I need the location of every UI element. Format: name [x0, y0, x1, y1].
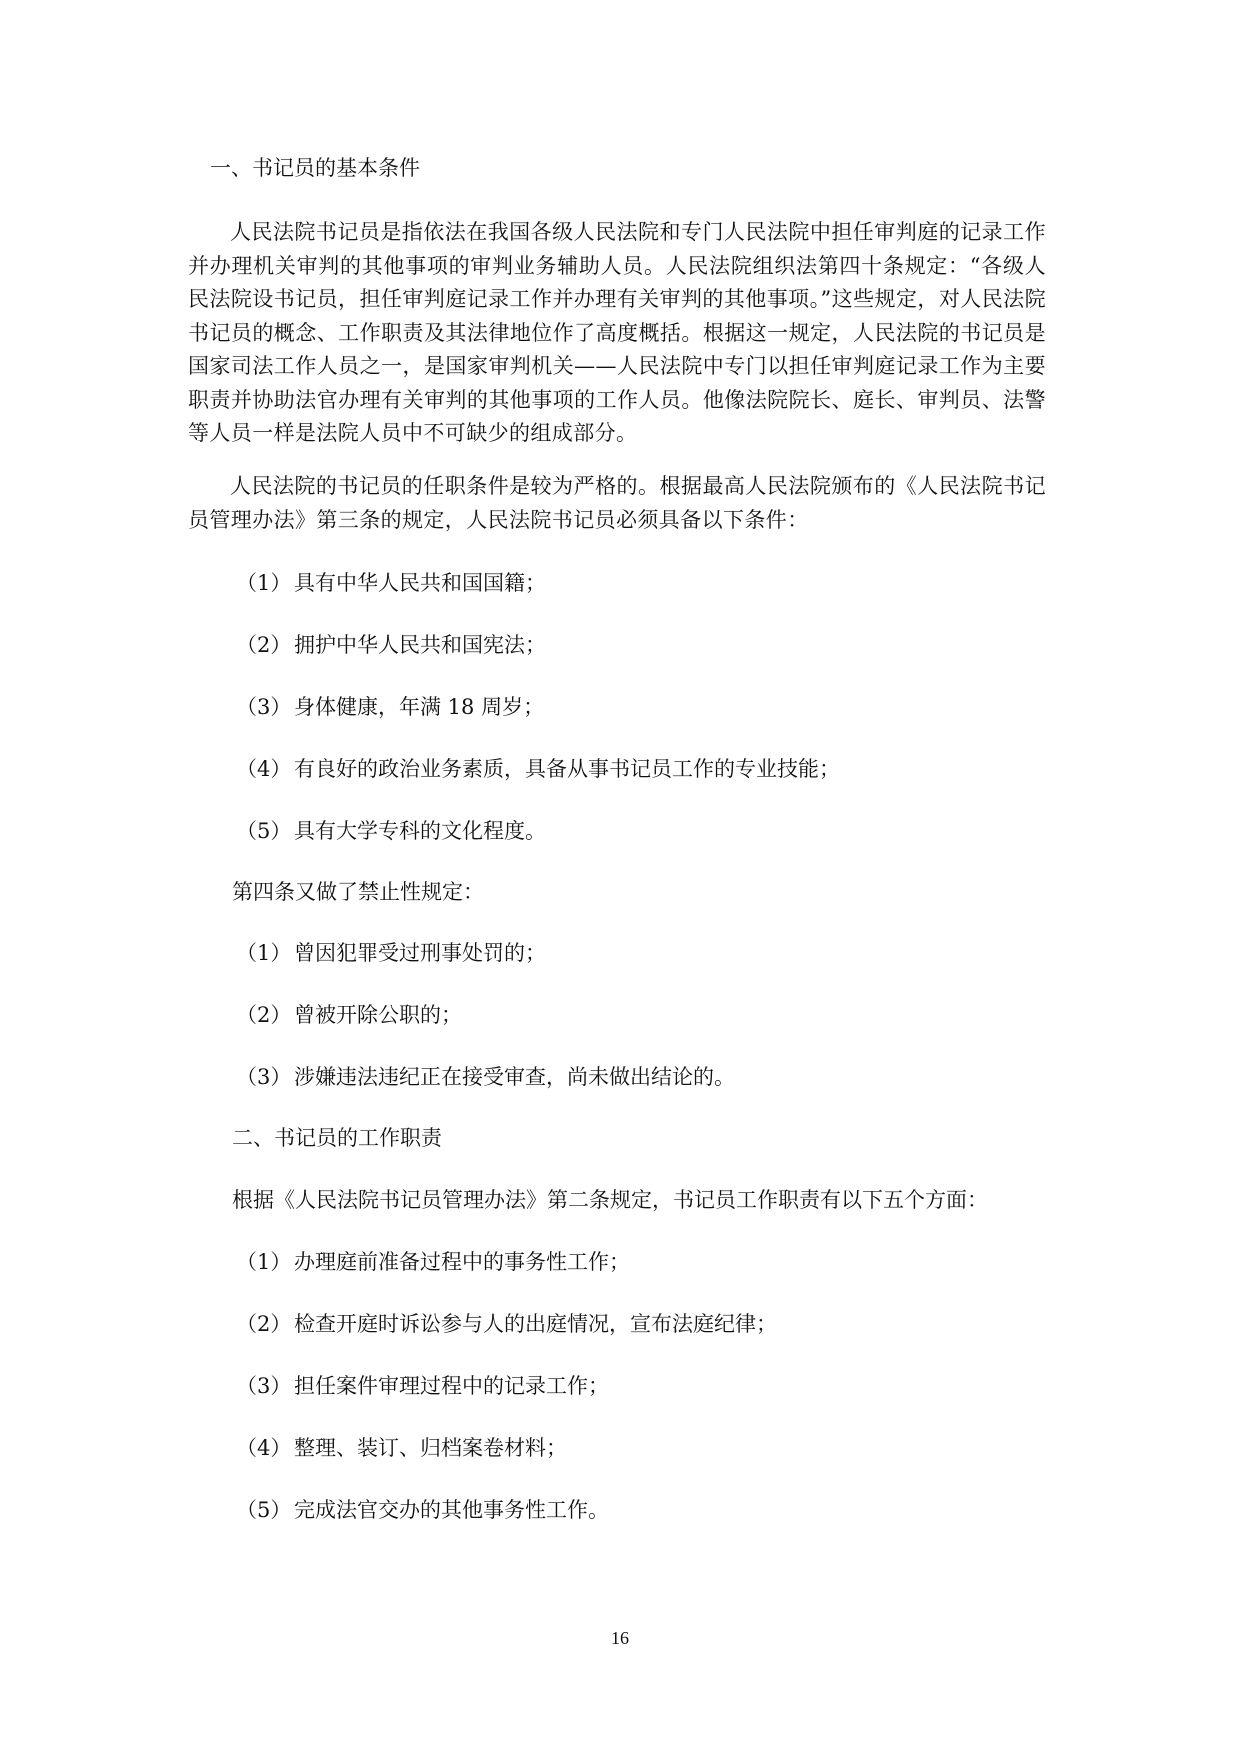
page-number: 16	[611, 1628, 629, 1648]
prohibition-item-2	[236, 999, 462, 1031]
condition-item-3	[236, 691, 544, 723]
duty-item-2	[236, 1308, 777, 1340]
condition-item-5-text: 具有大学专科的文化程度。	[294, 819, 546, 843]
duty-item-5	[236, 1494, 609, 1526]
section-2-intro: 根据《人民法院书记员管理办法》第二条规定，书记员工作职责有以下五个方面：	[232, 1188, 988, 1212]
condition-item-1-text: 具有中华人民共和国国籍；	[294, 571, 546, 595]
prohibition-item-2-number: （2）	[236, 1003, 292, 1027]
prohibition-item-1	[236, 937, 546, 969]
section-1-heading: 一、书记员的基本条件	[210, 156, 420, 180]
condition-item-4-text: 有良好的政治业务素质，具备从事书记员工作的专业技能；	[294, 757, 840, 781]
condition-item-4	[236, 753, 840, 785]
duty-item-2-number: （2）	[236, 1312, 292, 1336]
duty-item-4-number: （4）	[236, 1436, 292, 1460]
condition-item-2	[236, 629, 546, 661]
prohibition-intro: 第四条又做了禁止性规定：	[232, 880, 484, 904]
prohibition-item-3-text: 涉嫌违法违纪正在接受审查，尚未做出结论的。	[294, 1065, 735, 1089]
section-2-heading: 二、书记员的工作职责	[232, 1126, 442, 1150]
prohibition-item-2-text: 曾被开除公职的；	[294, 1003, 462, 1027]
prohibition-item-3-number: （3）	[236, 1065, 292, 1089]
condition-item-1-number: （1）	[236, 571, 292, 595]
condition-item-2-number: （2）	[236, 633, 292, 657]
condition-item-2-text: 拥护中华人民共和国宪法；	[294, 633, 546, 657]
prohibition-item-3	[236, 1061, 735, 1093]
duty-item-5-number: （5）	[236, 1498, 292, 1522]
condition-item-4-number: （4）	[236, 757, 292, 781]
condition-item-1	[236, 567, 546, 599]
duty-item-3	[236, 1370, 609, 1402]
duty-item-1-text: 办理庭前准备过程中的事务性工作；	[294, 1250, 630, 1274]
duty-item-4-text: 整理、装订、归档案卷材料；	[294, 1436, 567, 1460]
prohibition-item-1-text: 曾因犯罪受过刑事处罚的；	[294, 941, 546, 965]
duty-item-1	[236, 1246, 630, 1278]
duty-item-2-text: 检查开庭时诉讼参与人的出庭情况，宣布法庭纪律；	[294, 1312, 777, 1336]
condition-item-5	[236, 815, 546, 847]
condition-item-3-text: 身体健康，年满 18 周岁；	[294, 695, 545, 719]
duty-item-1-number: （1）	[236, 1250, 292, 1274]
duty-item-3-text: 担任案件审理过程中的记录工作；	[294, 1374, 609, 1398]
duty-item-3-number: （3）	[236, 1374, 292, 1398]
duty-item-4	[236, 1432, 567, 1464]
prohibition-item-1-number: （1）	[236, 941, 292, 965]
condition-item-5-number: （5）	[236, 819, 292, 843]
section-1-paragraph-1: 人民法院书记员是指依法在我国各级人民法院和专门人民法院中担任审判庭的记录工作并办理机关审判的其他事项的审判业务辅助人员。人民法院组织法第四十条规定：“各级人民法院设书记员，担任审判庭记录工作并办理有关审判的其他事项。”这些规定，对人民法院书记员的概念、工作职责及其法律地位作了高度概括。根据这一规定，人民法院的书记员是国家司法工作人员之一，是国家审判机关——人民法院中专门以担任审判庭记录工作为主要职责并协助法官办理有关审判的其他事项的工作人员。他像法院院长、庭长、审判员、法警等人员一样是法院人员中不可缺少的组成部分。	[188, 220, 1046, 445]
condition-item-3-number: （3）	[236, 695, 292, 719]
duty-item-5-text: 完成法官交办的其他事务性工作。	[294, 1498, 609, 1522]
section-1-paragraph-2: 人民法院的书记员的任职条件是较为严格的。根据最高人民法院颁布的《人民法院书记员管理办法》第三条的规定，人民法院书记员必须具备以下条件：	[188, 474, 1046, 532]
